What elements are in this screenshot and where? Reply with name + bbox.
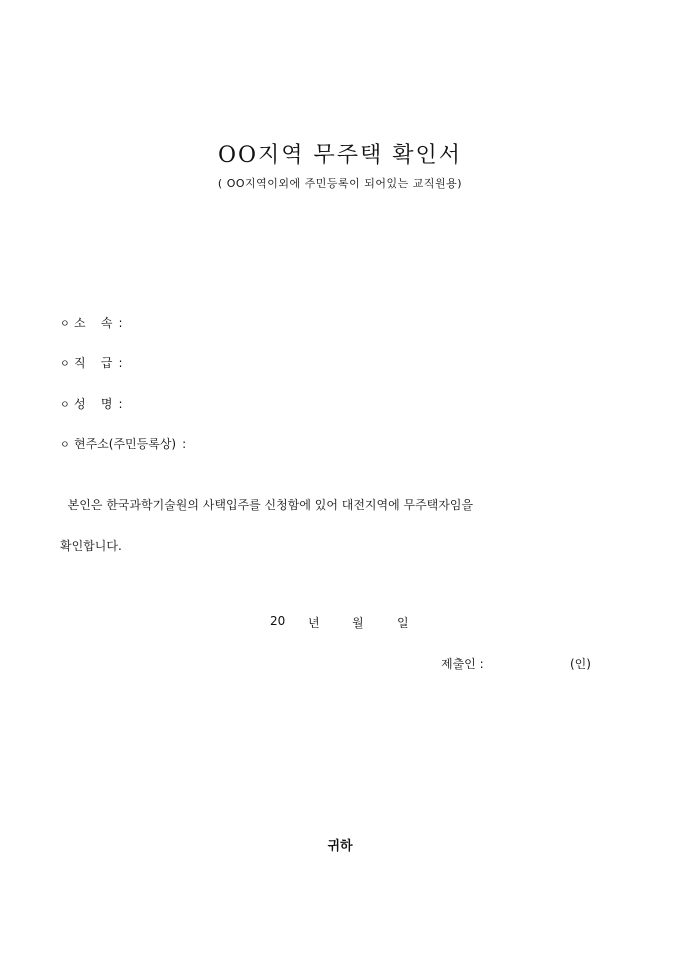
field-colon: : [118,355,123,370]
document-title: OO지역 무주택 확인서 [217,143,463,168]
field-name [60,395,123,412]
statement-line-1: 본인은 한국과학기술원의 사택입주를 신청함에 있어 대전지역에 무주택자임을 [60,498,474,512]
field-address [60,435,186,452]
bullet-mark: ㅇ [60,319,70,330]
bullet-mark: ㅇ [60,440,70,451]
date-day-unit: 일 [397,616,409,630]
bullet-mark: ㅇ [60,400,70,411]
submitter-label: 제출인 : [441,657,484,671]
field-rank [60,354,123,371]
date-year-unit: 년 [308,616,320,630]
field-colon: : [182,436,187,451]
field-colon: : [118,315,123,330]
field-label: 현주소(주민등록상) [74,437,177,451]
field-label: 성 명 [74,397,113,411]
document-subtitle: ( OO지역이외에 주민등록이 되어있는 교직원용) [217,177,463,190]
field-colon: : [118,396,123,411]
seal-mark: (인) [570,657,591,671]
field-affiliation [60,314,123,331]
field-label: 소 속 [74,316,113,330]
bullet-mark: ㅇ [60,359,70,370]
addressee: 귀하 [327,839,353,854]
date-year-prefix: 20 [270,614,286,628]
field-label: 직 급 [74,356,113,370]
statement-line-2: 확인합니다. [60,539,122,553]
date-month-unit: 월 [352,616,364,630]
